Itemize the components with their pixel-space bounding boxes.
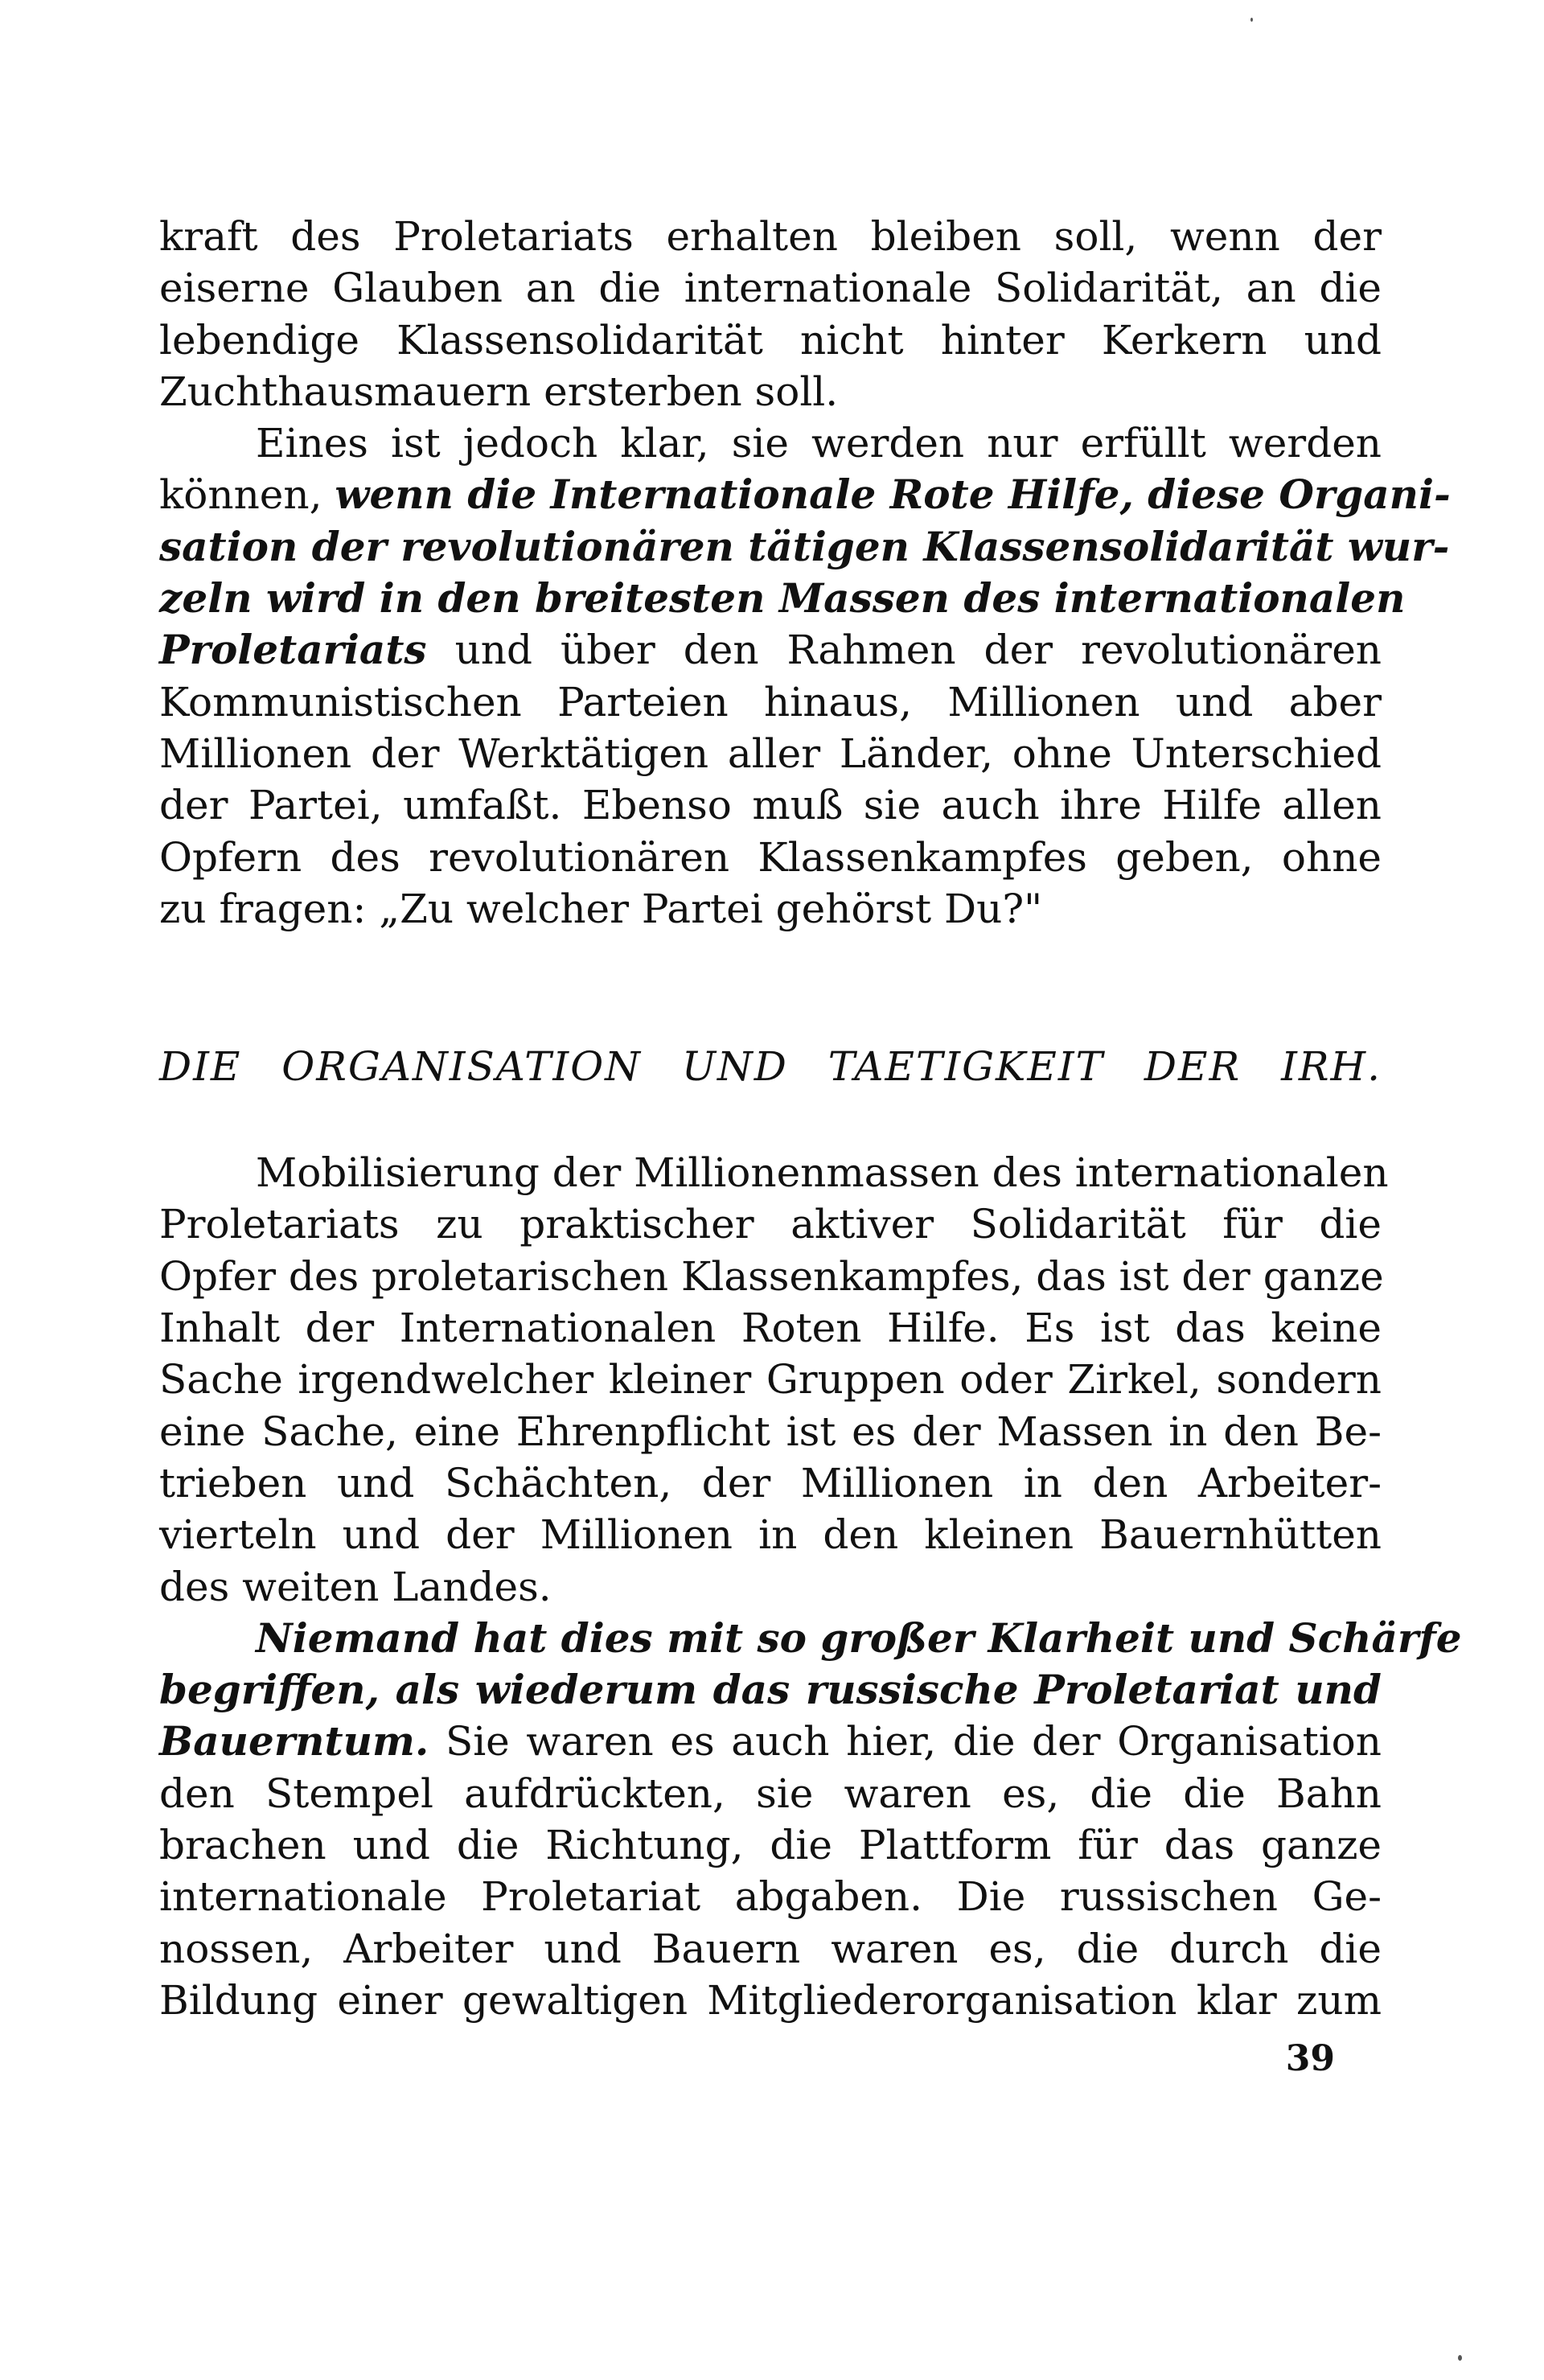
text-line: Kommunistischen Parteien hinaus, Millionen und aber	[159, 678, 1382, 726]
text-line: trieben und Schächten, der Millionen in den Arbeiter-	[159, 1459, 1382, 1507]
text-line: Opfern des revolutionären Klassenkampfes geben, ohne	[159, 833, 1382, 881]
text-line: Millionen der Werktätigen aller Länder, ohne Unterschied	[159, 730, 1382, 777]
emphasis-line: Niemand hat dies mit so großer Klarheit und Schärfe	[256, 1613, 1462, 1662]
emphasis-run: Bauerntum.	[159, 1717, 429, 1765]
text-line	[159, 469, 1451, 520]
text-line	[159, 1716, 1382, 1767]
paragraph-4	[159, 1613, 1462, 2026]
text-line: des weiten Landes.	[159, 1563, 552, 1610]
emphasis-run: wenn die Internationale Rote Hilfe, diese Organi-	[335, 471, 1451, 519]
text-line: Opfer des proletarischen Klassenkampfes, das ist der ganze	[159, 1252, 1384, 1300]
paper-speck	[1458, 2355, 1462, 2361]
text-line: brachen und die Richtung, die Plattform für das ganze	[159, 1822, 1382, 1869]
text-run: und über den Rahmen der revolutionären	[454, 627, 1382, 674]
text-line: Bildung einer gewaltigen Mitgliederorganisation klar zum	[159, 1976, 1382, 2024]
section-heading: DIE ORGANISATION UND TAETIGKEIT DER IRH.	[159, 1043, 1382, 1091]
emphasis-run: Proletariats	[159, 626, 427, 674]
emphasis-line: begriffen, als wiederum das russische Proletariat und	[159, 1666, 1382, 1714]
emphasis-line: sation der revolutionären tätigen Klassensolidarität wur-	[159, 522, 1450, 570]
paragraph-3	[159, 1147, 1389, 1613]
text-line: kraft des Proletariats erhalten bleiben soll, wenn der	[159, 213, 1382, 260]
paragraph-1	[159, 211, 1382, 417]
text-line: der Partei, umfaßt. Ebenso muß sie auch ihre Hilfe allen	[159, 782, 1382, 829]
page-body	[159, 211, 1462, 2026]
text-run: können,	[159, 471, 322, 519]
text-line: internationale Proletariat abgaben. Die russischen Ge-	[159, 1873, 1382, 1921]
text-line: Zuchthausmauern ersterben soll.	[159, 368, 839, 415]
text-line: Mobilisierung der Millionenmassen des internationalen	[256, 1149, 1389, 1197]
text-line: nossen, Arbeiter und Bauern waren es, die durch die	[159, 1925, 1382, 1972]
text-line: eiserne Glauben an die internationale Solidarität, an die	[159, 265, 1382, 312]
emphasis-line: zeln wird in den breitesten Massen des internationalen	[159, 574, 1406, 623]
text-line: vierteln und der Millionen in den kleinen Bauernhütten	[159, 1511, 1382, 1559]
text-line: Eines ist jedoch klar, sie werden nur erfüllt werden	[256, 420, 1382, 467]
text-line: zu fragen: „Zu welcher Partei gehörst Du?"	[159, 885, 1043, 932]
text-line: eine Sache, eine Ehrenpflicht ist es der Massen in den Be-	[159, 1408, 1382, 1455]
text-line: Proletariats zu praktischer aktiver Solidarität für die	[159, 1201, 1382, 1248]
paper-speck	[1250, 18, 1253, 22]
text-line: Sache irgendwelcher kleiner Gruppen oder Zirkel, sondern	[159, 1356, 1382, 1404]
text-line	[159, 624, 1382, 676]
page-number: 39	[1285, 2038, 1335, 2079]
text-line: den Stempel aufdrückten, sie waren es, die die Bahn	[159, 1770, 1382, 1817]
paragraph-2	[159, 417, 1451, 935]
text-line: Inhalt der Internationalen Roten Hilfe. Es ist das keine	[159, 1305, 1382, 1352]
text-line: lebendige Klassensolidarität nicht hinter Kerkern und	[159, 316, 1382, 364]
text-run: Sie waren es auch hier, die der Organisation	[445, 1718, 1382, 1765]
